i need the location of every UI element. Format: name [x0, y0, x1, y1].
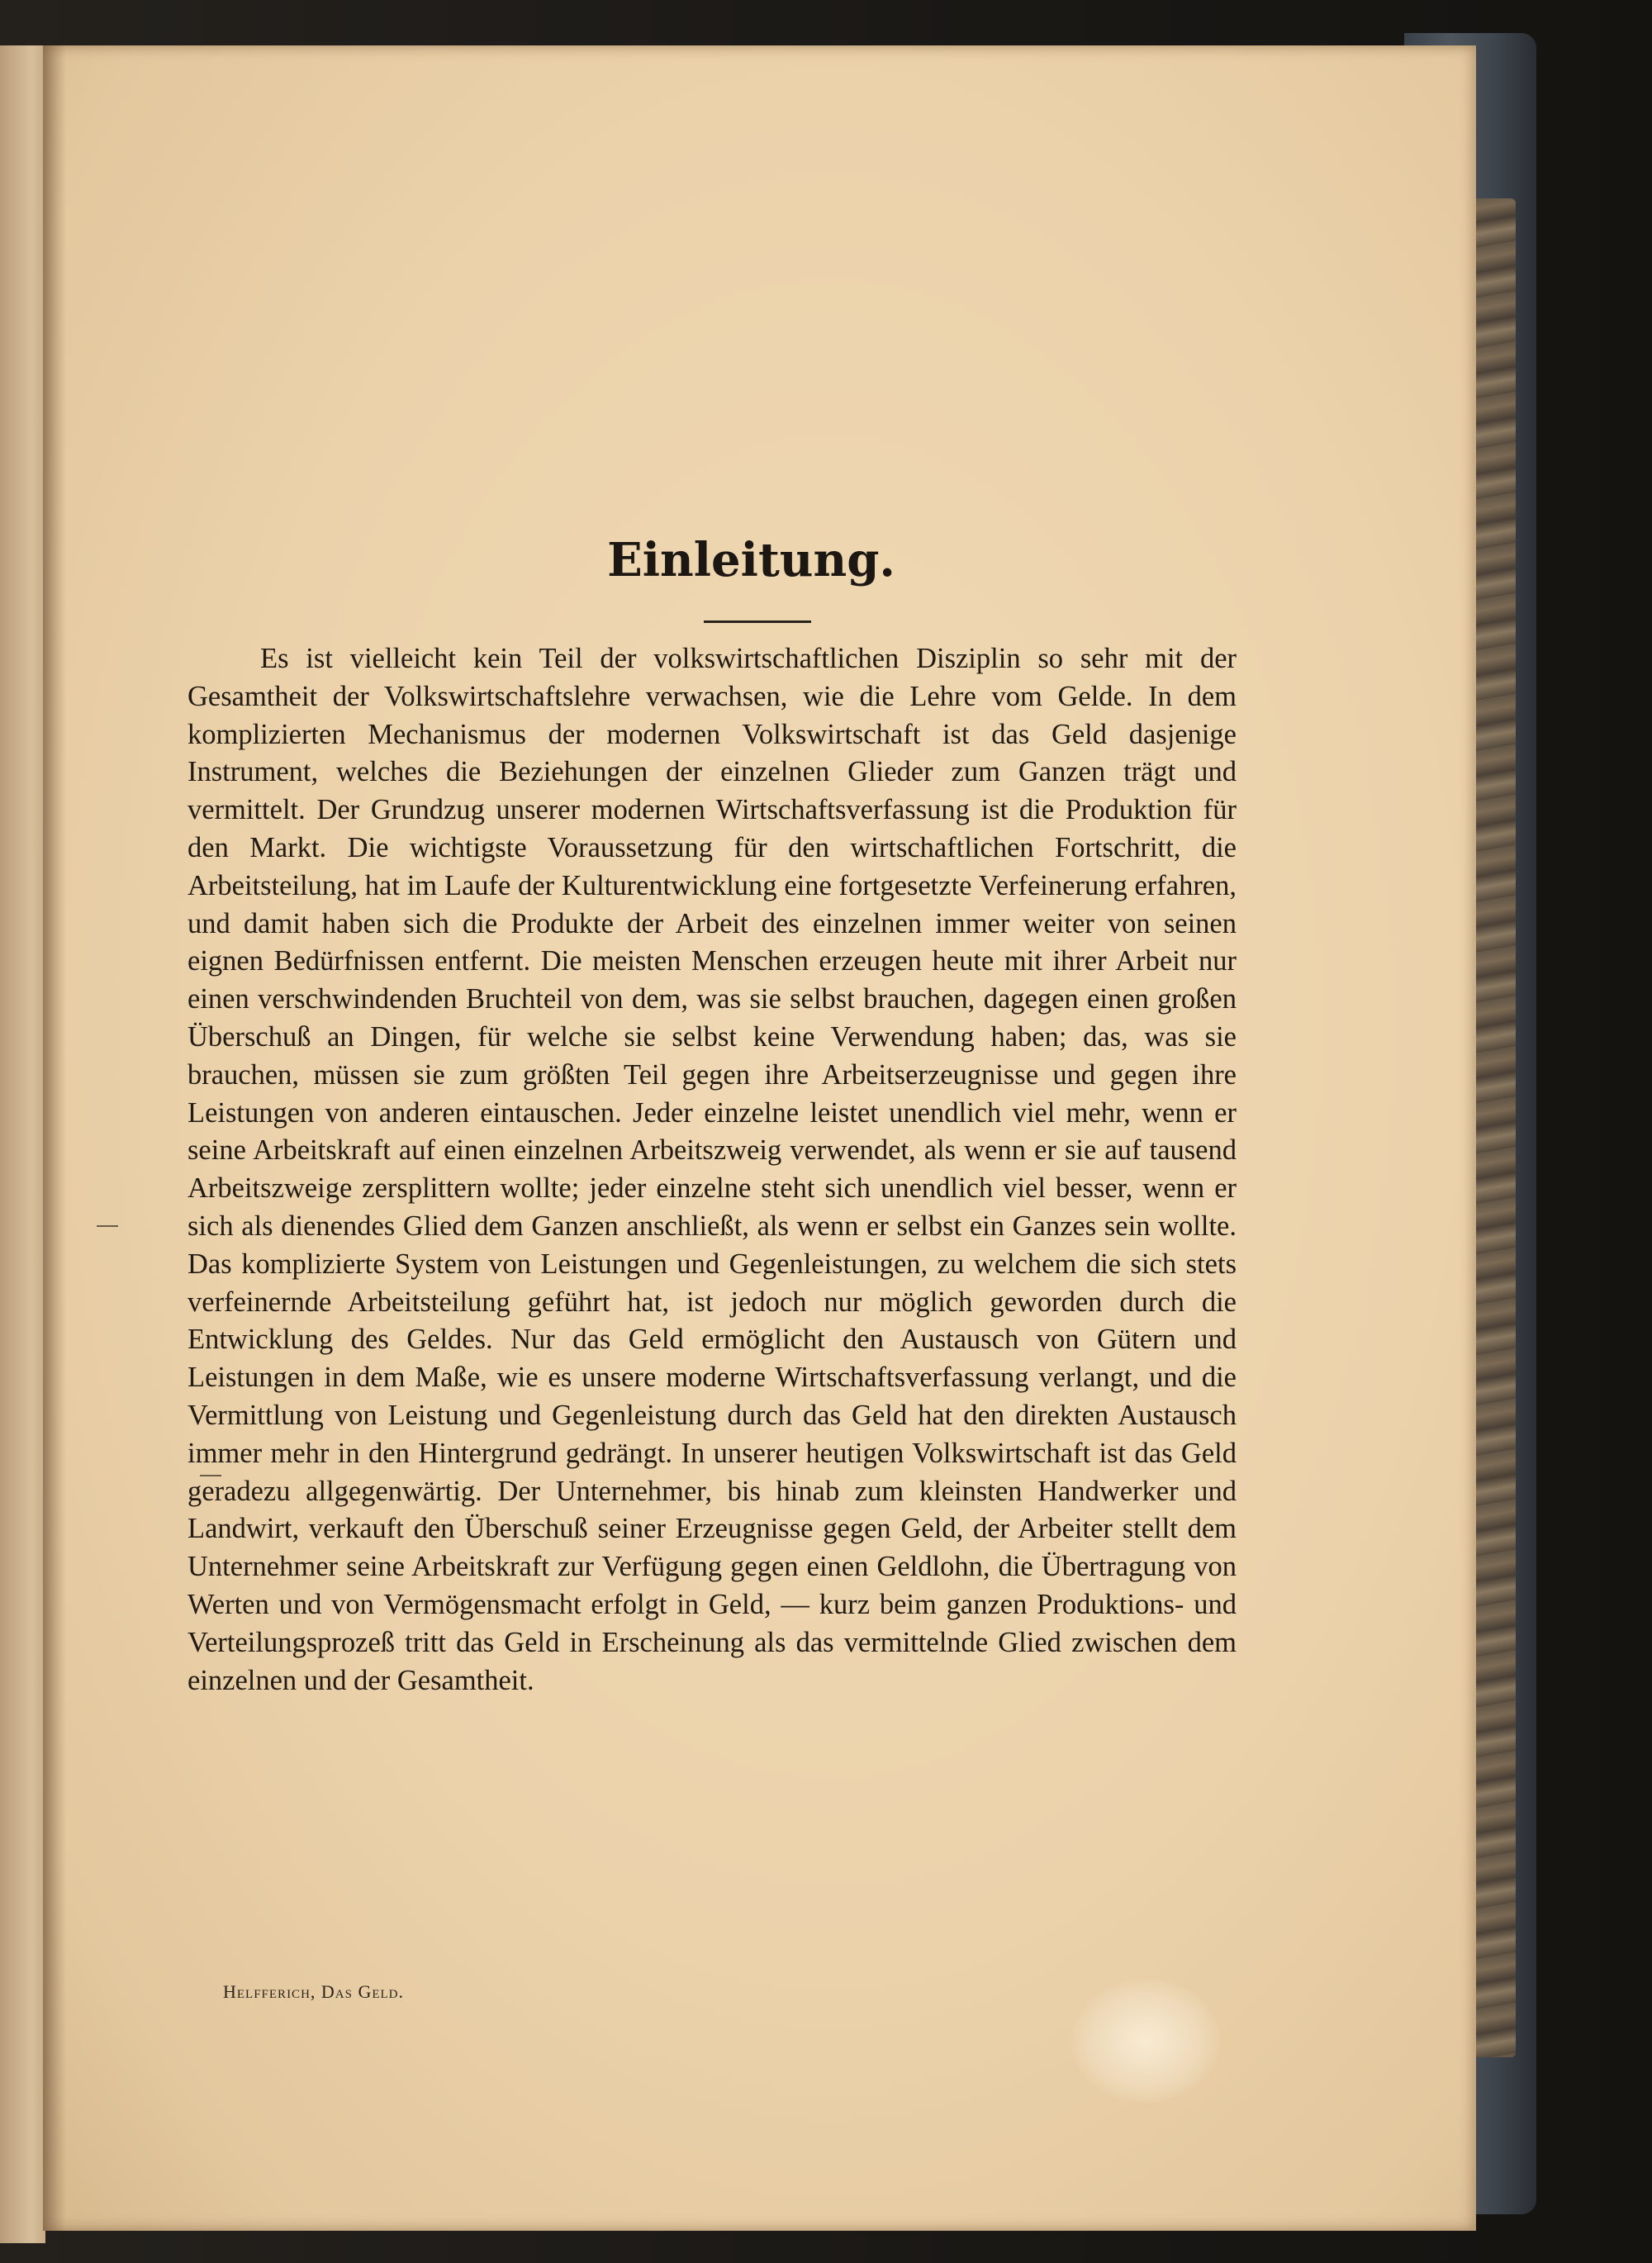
chapter-heading: Einleitung.	[607, 533, 895, 587]
paper-stain	[1071, 1979, 1220, 2103]
signature-line: Helfferich, Das Geld.	[223, 1981, 405, 2002]
facing-page-edge	[0, 45, 45, 2243]
heading-rule	[704, 620, 811, 623]
marbled-cover-strip	[1470, 198, 1516, 2057]
margin-mark	[97, 1225, 118, 1227]
book-page	[43, 45, 1476, 2231]
body-paragraph: Es ist vielleicht kein Teil der volkswirtschaftlichen Disziplin so sehr mit der Gesamtheit der Volkswirtschaftslehre verwachsen, wie die Lehre vom Gelde. In dem komplizierten Mechanismus der modernen Volkswirtschaft ist das Geld dasjenige Instrument, welches die Beziehungen der einzelnen Glieder zum Ganzen trägt und vermittelt. Der Grundzug unserer modernen Wirtschaftsverfassung ist die Produktion für den Markt. Die wichtigste Voraussetzung für den wirtschaftlichen Fortschritt, die Arbeitsteilung, hat im Laufe der Kulturentwicklung eine fortgesetzte Verfeinerung erfahren, und damit haben sich die Produkte der Arbeit des einzelnen immer weiter von seinen eignen Bedürfnissen entfernt. Die meisten Menschen erzeugen heute mit ihrer Arbeit nur einen verschwindenden Bruchteil von dem, was sie selbst brauchen, dagegen einen großen Überschuß an Dingen, für welche sie selbst keine Verwendung haben; das, was sie brauchen, müssen sie zum größten Teil gegen ihre Arbeitserzeugnisse und gegen ihre Leistungen von anderen eintauschen. Jeder einzelne leistet unendlich viel mehr, wenn er seine Arbeitskraft auf einen einzelnen Arbeitszweig verwendet, als wenn er sie auf tausend Arbeitszweige zersplittern wollte; jeder einzelne steht sich unendlich viel besser, wenn er sich als dienendes Glied dem Ganzen anschließt, als wenn er selbst ein Ganzes sein wollte. Das komplizierte System von Leistungen und Gegenleistungen, zu welchem die sich stets verfeinernde Arbeitsteilung geführt hat, ist jedoch nur möglich geworden durch die Entwicklung des Geldes. Nur das Geld ermöglicht den Austausch von Gütern und Leistungen in dem Maße, wie es unsere moderne Wirtschaftsverfassung verlangt, und die Vermittlung von Leistung und Gegenleistung durch das Geld hat den direkten Austausch immer mehr in den Hintergrund gedrängt. In unserer heutigen Volkswirtschaft ist das Geld geradezu allgegenwärtig. Der Unternehmer, bis hinab zum kleinsten Handwerker und Landwirt, verkauft den Überschuß seiner Erzeugnisse gegen Geld, der Arbeiter stellt dem Unternehmer seine Arbeitskraft zur Verfügung gegen einen Geldlohn, die Übertragung von Werten und von Vermögensmacht erfolgt in Geld, — kurz beim ganzen Produktions- und Verteilungsprozeß tritt das Geld in Erscheinung als das vermittelnde Glied zwischen dem einzelnen und der Gesamtheit.	[188, 643, 1237, 1696]
page-gutter-shadow	[43, 45, 66, 2231]
